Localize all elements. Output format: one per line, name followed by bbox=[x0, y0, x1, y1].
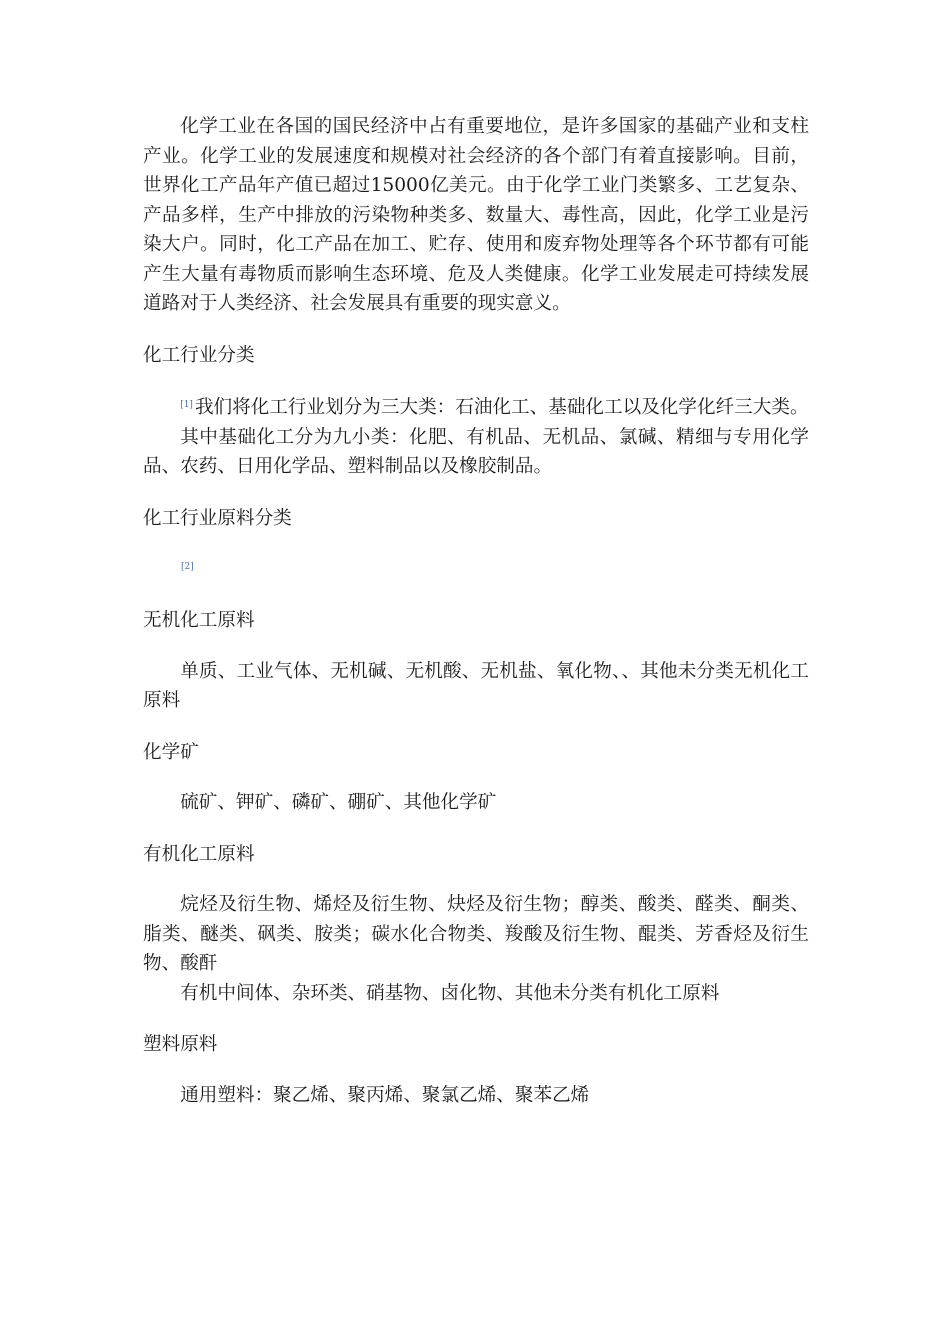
heading-industry-class: 化工行业分类 bbox=[143, 344, 255, 366]
plastic-paragraph: 通用塑料：聚乙烯、聚丙烯、聚氯乙烯、聚苯乙烯 bbox=[180, 1084, 590, 1106]
heading-plastic: 塑料原料 bbox=[143, 1034, 218, 1055]
industry-class-paragraph-1 bbox=[143, 391, 809, 423]
heading-organic: 有机化工原料 bbox=[143, 843, 255, 865]
citation-2[interactable]: [2] bbox=[181, 562, 194, 572]
organic-paragraph-2: 有机中间体、杂环类、硝基物、卤化物、其他未分类有机化工原料 bbox=[180, 982, 720, 1004]
inorganic-paragraph: 单质、工业气体、无机碱、无机酸、无机盐、氧化物、、其他未分类无机化工原料 bbox=[143, 660, 809, 711]
mineral-paragraph: 硫矿、钾矿、磷矿、硼矿、其他化学矿 bbox=[180, 792, 497, 813]
organic-paragraph-1: 烷烃及衍生物、烯烃及衍生物、炔烃及衍生物；醇类、酸类、醛类、酮类、脂类、醚类、砜类、胺类；碳水化合物类、羧酸及衍生物、醌类、芳香烃及衍生物、酸酐 bbox=[143, 894, 809, 974]
industry-class-paragraph-2: 其中基础化工分为九小类：化肥、有机品、无机品、氯碱、精细与专用化学品、农药、日用化学品、塑料制品以及橡胶制品。 bbox=[143, 426, 809, 477]
heading-raw-class: 化工行业原料分类 bbox=[143, 507, 292, 529]
citation-1[interactable]: [1] bbox=[180, 400, 193, 410]
intro-paragraph: 化学工业在各国的国民经济中占有重要地位，是许多国家的基础产业和支柱产业。化学工业的发展速度和规模对社会经济的各个部门有着直接影响。目前，世界化工产品年产值已超过15000亿美元。由于化学工业门类繁多、工艺复杂、产品多样，生产中排放的污染物种类多、数量大、毒性高，因此，化学工业是污染大户。同时，化工产品在加工、贮存、使用和废弃物处理等各个环节都有可能产生大量有毒物质而影响生态环境、危及人类健康。化学工业发展走可持续发展道路对于人类经济、社会发展具有重要的现实意义。 bbox=[143, 116, 809, 314]
heading-mineral: 化学矿 bbox=[143, 741, 199, 763]
raw-class-citation-line bbox=[143, 554, 809, 584]
heading-inorganic: 无机化工原料 bbox=[143, 610, 255, 631]
industry-class-text-1: 我们将化工行业划分为三大类：石油化工、基础化工以及化学化纤三大类。 bbox=[194, 397, 809, 418]
document-body bbox=[143, 112, 809, 1110]
